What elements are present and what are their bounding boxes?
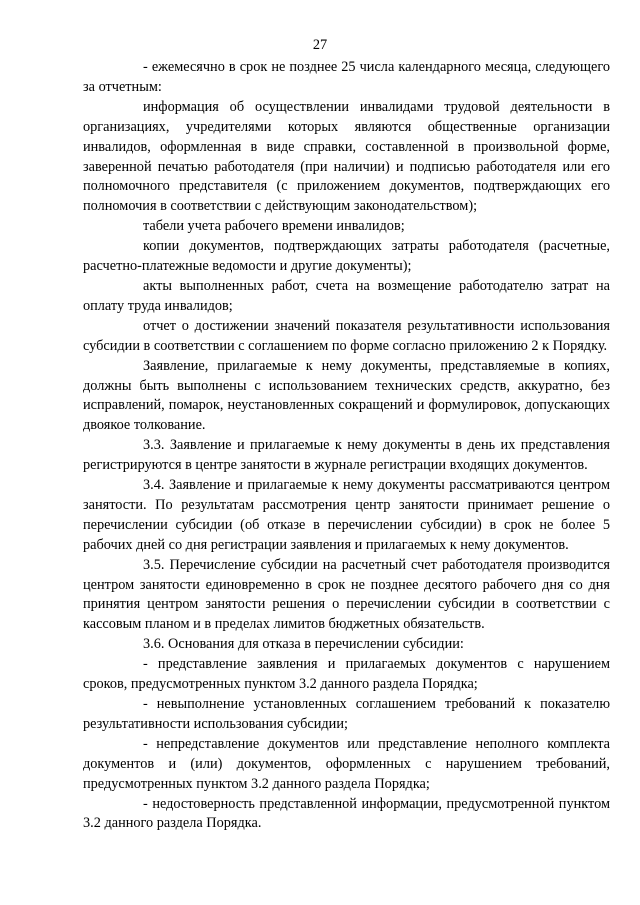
paragraph-clause-3-5: 3.5. Перечисление субсидии на расчетный счет работодателя производится центром занятости единовременно в срок не позднее десятого рабочего дня со дня принятия центром занятости решения о перечислении субсидии в соответствии с кассовым планом и в пределах лимитов бюджетных обязательств.: [83, 556, 610, 633]
paragraph-cost-documents: копии документов, подтверждающих затраты работодателя (расчетные, расчетно-платежные ведомости и другие документы);: [83, 238, 610, 275]
paragraph-clause-3-3: 3.3. Заявление и прилагаемые к нему документы в день их представления регистрируются в центре занятости в журнале регистрации входящих документов.: [83, 437, 610, 474]
paragraph-clause-3-6: 3.6. Основания для отказа в перечислении субсидии:: [143, 636, 464, 653]
paragraph-monthly-deadline: - ежемесячно в срок не позднее 25 числа календарного месяца, следующего за отчетным:: [83, 59, 610, 95]
list-item-incomplete-documents: - непредставление документов или представление неполного комплекта документов и (или) документов, оформленных с нарушением требований, предусмотренных пунктом 3.2 данного раздела Порядка;: [83, 735, 610, 792]
paragraph-document-requirements: Заявление, прилагаемые к нему документы, представляемые в копиях, должны быть выполнены с использованием технических средств, аккуратно, без исправлений, помарок, неустановленных сокращений и формулировок, допускающих двоякое толкование.: [83, 357, 610, 434]
paragraph-employment-info: информация об осуществлении инвалидами трудовой деятельности в организациях, учредителями которых являются общественные организации инвалидов, оформленная в виде справки, составленной в произвольной форме, заверенной печатью работодателя (при наличии) и подписью работодателя или его полномочного представителя (с приложением документов, подтверждающих его полномочия в соответствии с действующим законодательством);: [83, 98, 610, 215]
page-number: 27: [312, 37, 328, 53]
list-item-late-submission: - представление заявления и прилагаемых документов с нарушением сроков, предусмотренных пунктом 3.2 данного раздела Порядка;: [83, 656, 610, 693]
list-item-false-information: - недостоверность представленной информации, предусмотренной пунктом 3.2 данного раздела Порядка.: [83, 795, 610, 832]
paragraph-results-report: отчет о достижении значений показателя результативности использования субсидии в соответствии с соглашением по форме согласно приложению 2 к Порядку.: [83, 317, 610, 354]
paragraph-timesheets: табели учета рабочего времени инвалидов;: [143, 218, 405, 235]
document-body: [83, 58, 610, 834]
list-item-unmet-indicator: - невыполнение установленных соглашением требований к показателю результативности использования субсидии;: [83, 696, 610, 732]
paragraph-work-acts: акты выполненных работ, счета на возмещение работодателю затрат на оплату труда инвалидов;: [83, 277, 610, 314]
paragraph-clause-3-4: 3.4. Заявление и прилагаемые к нему документы рассматриваются центром занятости. По результатам рассмотрения центр занятости принимает решение о перечислении субсидии (об отказе в перечислении субсидии) в срок не более 5 рабочих дней со дня регистрации заявления и прилагаемых к нему документов.: [83, 477, 610, 553]
